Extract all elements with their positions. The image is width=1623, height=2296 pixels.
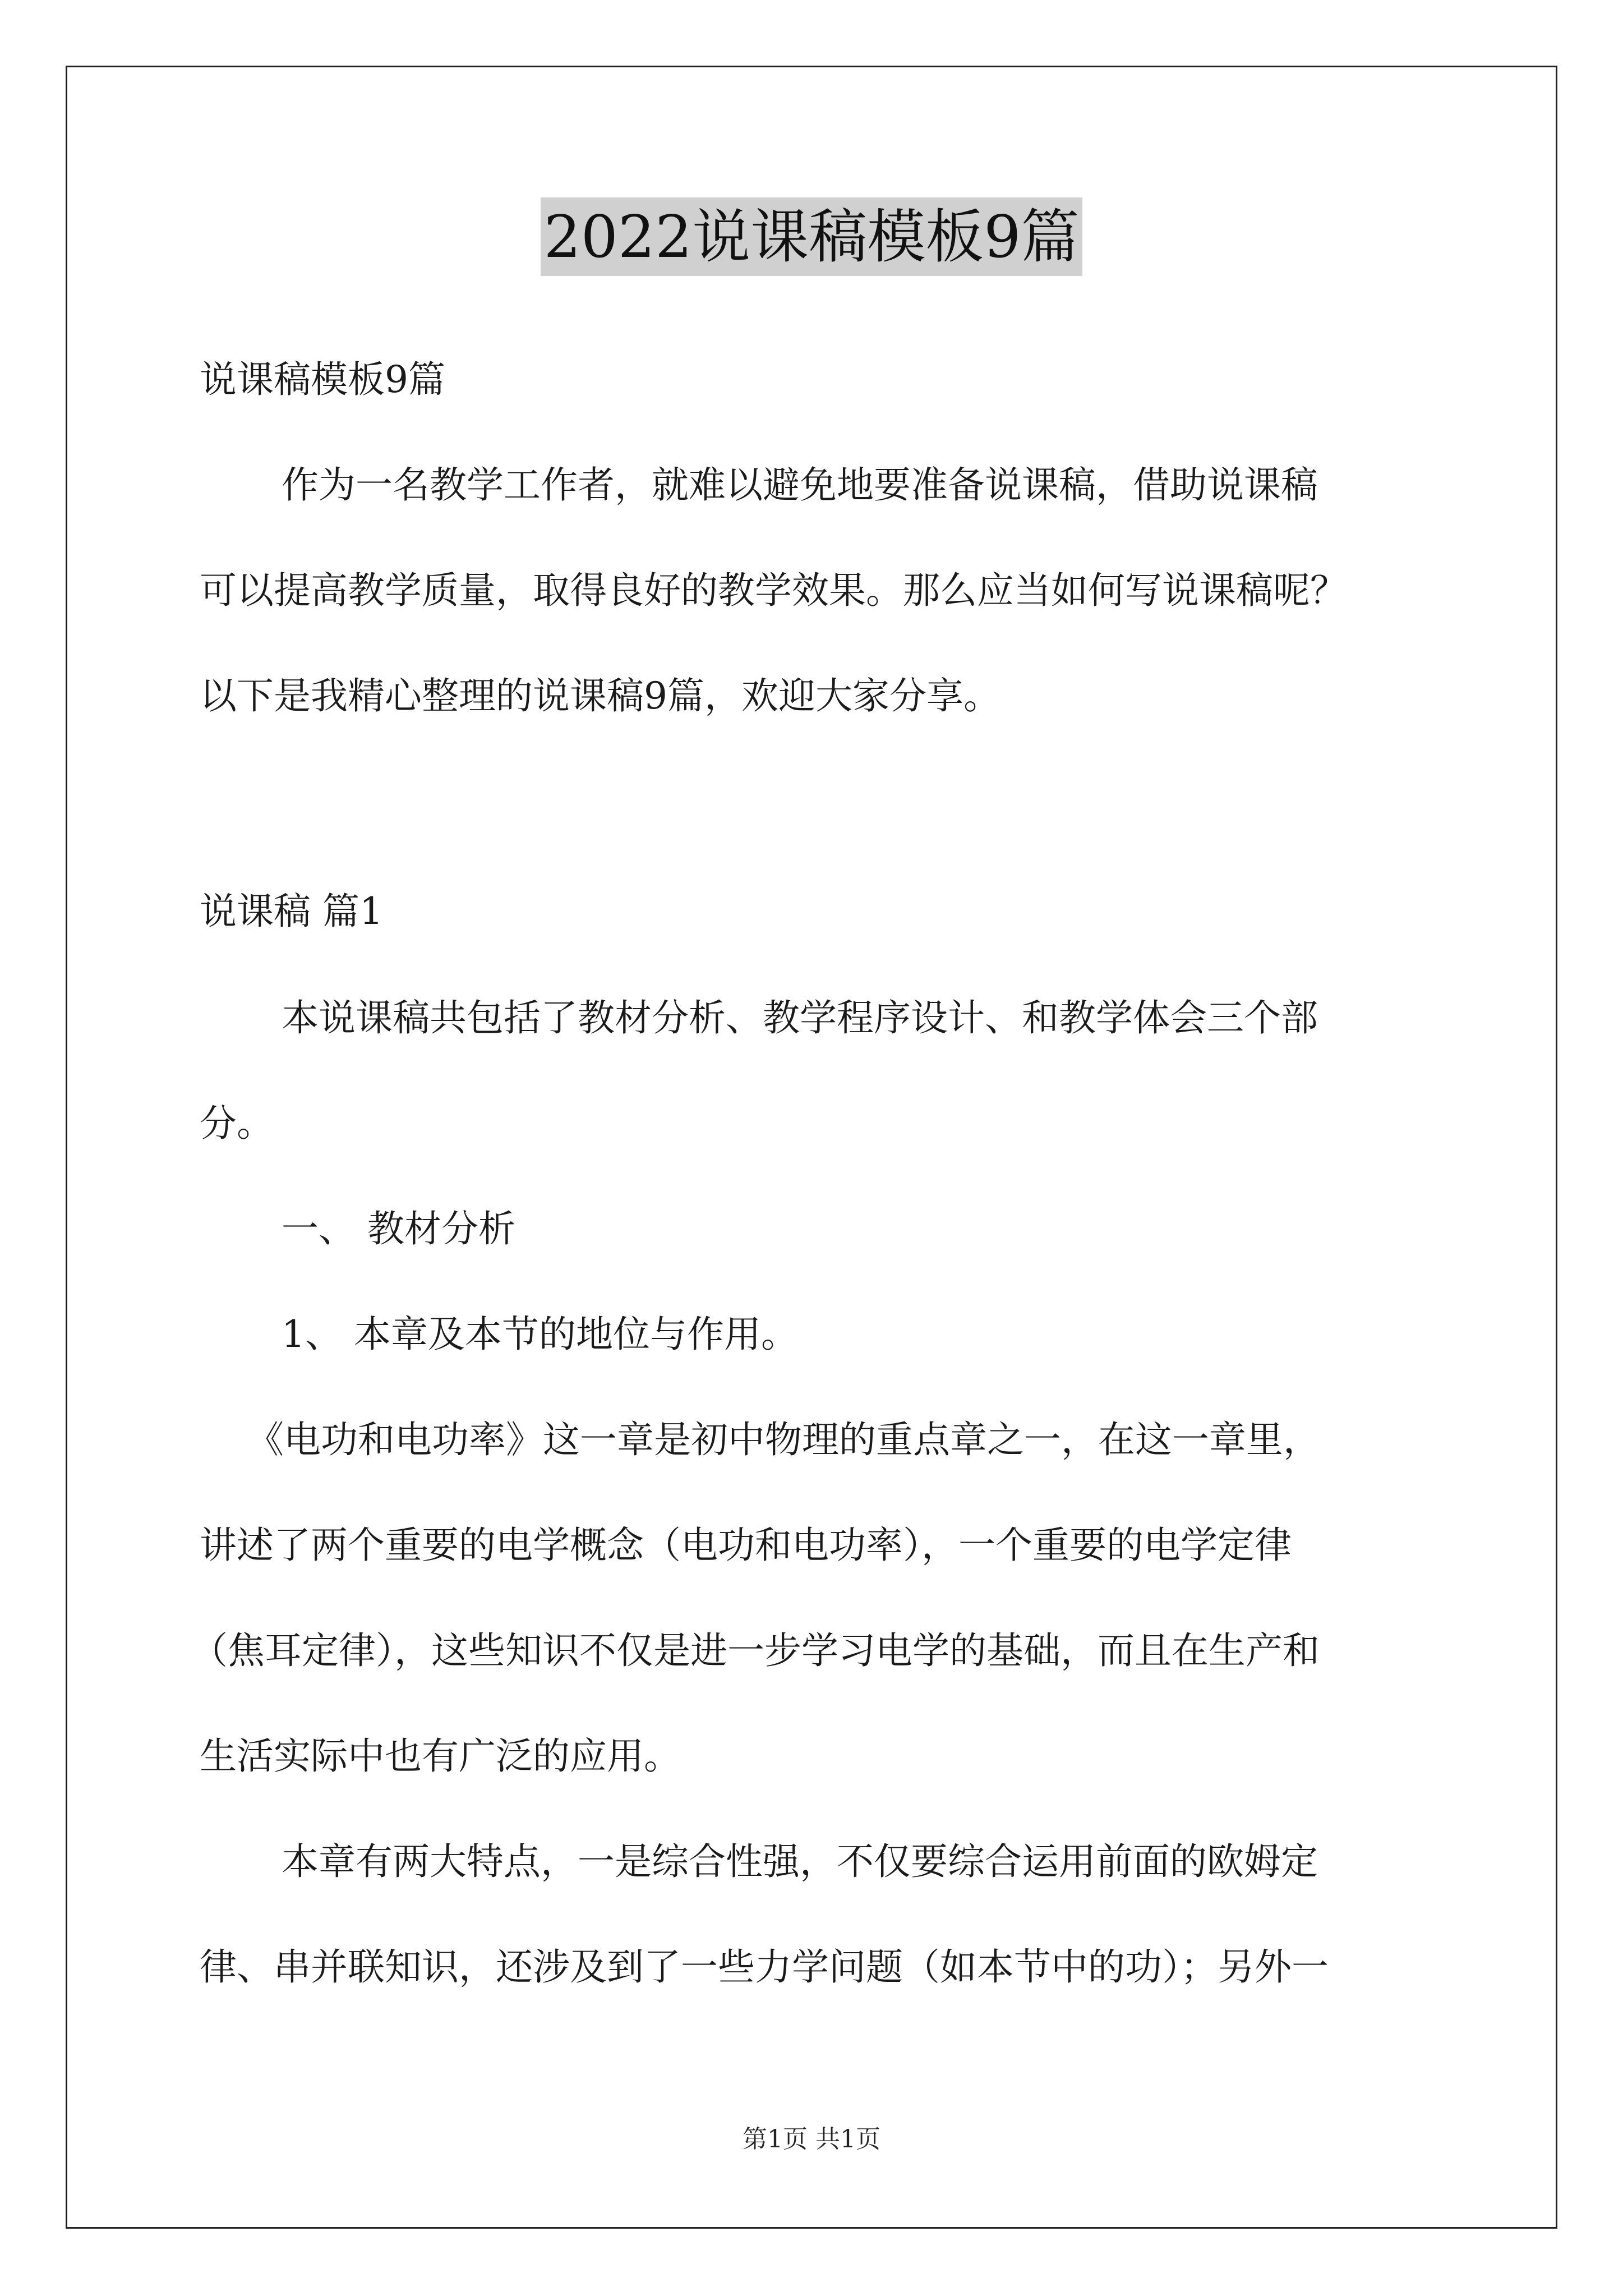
intro-line: 作为一名教学工作者，就难以避免地要准备说课稿，借助说课稿: [282, 463, 1318, 507]
title-container: [0, 197, 1623, 276]
body-line: 一、 教材分析: [282, 1207, 515, 1250]
intro-line: 以下是我精心整理的说课稿9篇，欢迎大家分享。: [200, 674, 1000, 717]
body-line: 1、 本章及本节的地位与作用。: [282, 1313, 798, 1356]
body-line: （焦耳定律），这些知识不仅是进一步学习电学的基础，而且在生产和: [191, 1629, 1320, 1672]
section-heading: 说课稿 篇1: [200, 890, 383, 933]
body-line: 律、串并联知识，还涉及到了一些力学问题（如本节中的功）；另外一: [200, 1945, 1329, 1989]
page-footer: 第1页 共1页: [743, 2125, 880, 2154]
body-line: 生活实际中也有广泛的应用。: [200, 1734, 681, 1778]
document-title: 2022说课稿模板9篇: [541, 197, 1083, 276]
body-line: 本说课稿共包括了教材分析、教学程序设计、和教学体会三个部: [282, 996, 1318, 1039]
document-subtitle: 说课稿模板9篇: [200, 358, 445, 401]
body-line: 本章有两大特点，一是综合性强，不仅要综合运用前面的欧姆定: [282, 1840, 1318, 1883]
body-line: 讲述了两个重要的电学概念（电功和电功率），一个重要的电学定律: [200, 1524, 1292, 1567]
body-line: 分。: [200, 1102, 274, 1145]
intro-line: 可以提高教学质量，取得良好的教学效果。那么应当如何写说课稿呢？: [200, 569, 1347, 612]
body-line: 《电功和电功率》这一章是初中物理的重点章之一，在这一章里，: [247, 1418, 1320, 1461]
